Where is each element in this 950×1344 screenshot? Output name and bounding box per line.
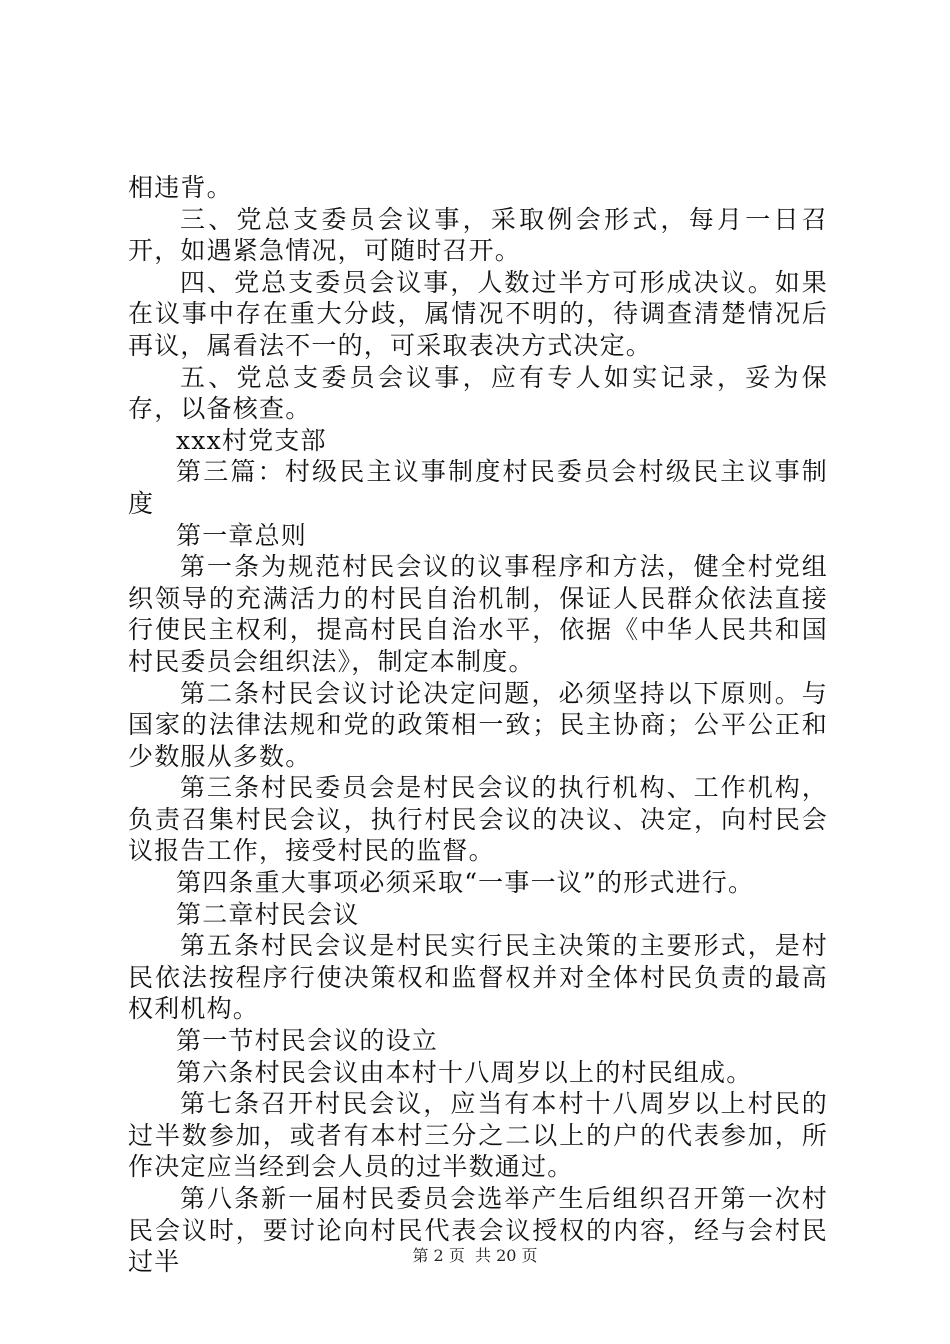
paragraph: 第四条重大事项必须采取“一事一议”的形式进行。: [176, 868, 755, 898]
paragraph: 五、党总支委员会议事，应有专人如实记录，妥为保存，以备核查。: [128, 362, 828, 424]
paragraph: 相违背。: [128, 173, 233, 202]
page-number-label: 第 2 页 共 20 页: [412, 1246, 538, 1265]
paragraph: 第一节村民会议的设立: [176, 1026, 439, 1056]
paragraph: 第一条为规范村民会议的议事程序和方法，健全村党组织领导的充满活力的村民自治机制，保证人民群众依法直接行使民主权利，提高村民自治水平，依据《中华人民共和国村民委员会组织法》，制定本制度。: [128, 552, 828, 676]
paragraph: 第五条村民会议是村民实行民主决策的主要形式，是村民依法按程序行使决策权和监督权并对全体村民负责的最高权利机构。: [128, 931, 828, 1024]
paragraph: 三、党总支委员会议事，采取例会形式，每月一日召开，如遇紧急情况，可随时召开。: [128, 204, 828, 266]
paragraph: 第一章总则: [176, 520, 308, 550]
paragraph: 第三条村民委员会是村民会议的执行机构、工作机构，负责召集村民会议，执行村民会议的决议、决定，向村民会议报告工作，接受村民的监督。: [128, 773, 828, 866]
paragraph: 第六条村民会议由本村十八周岁以上的村民组成。: [176, 1057, 753, 1087]
paragraph: 第二条村民会议讨论决定问题，必须坚持以下原则。与国家的法律法规和党的政策相一致；民主协商；公平公正和少数服从多数。: [128, 678, 828, 771]
paragraph: 第八条新一届村民委员会选举产生后组织召开第一次村民会议时，要讨论向村民代表会议授权的内容，经与会村民过半: [128, 1184, 828, 1277]
paragraph: xxx村党支部: [176, 425, 327, 455]
page-footer: [0, 1243, 950, 1266]
paragraph: 四、党总支委员会议事，人数过半方可形成决议。如果在议事中存在重大分歧，属情况不明的，待调查清楚情况后再议，属看法不一的，可采取表决方式决定。: [128, 267, 828, 360]
paragraph: 第三篇：村级民主议事制度村民委员会村级民主议事制度: [128, 457, 828, 518]
paragraph: 第二章村民会议: [176, 899, 360, 929]
document-body: [128, 172, 828, 1278]
paragraph: 第七条召开村民会议，应当有本村十八周岁以上村民的过半数参加，或者有本村三分之二以上的户的代表参加，所作决定应当经到会人员的过半数通过。: [128, 1089, 828, 1182]
